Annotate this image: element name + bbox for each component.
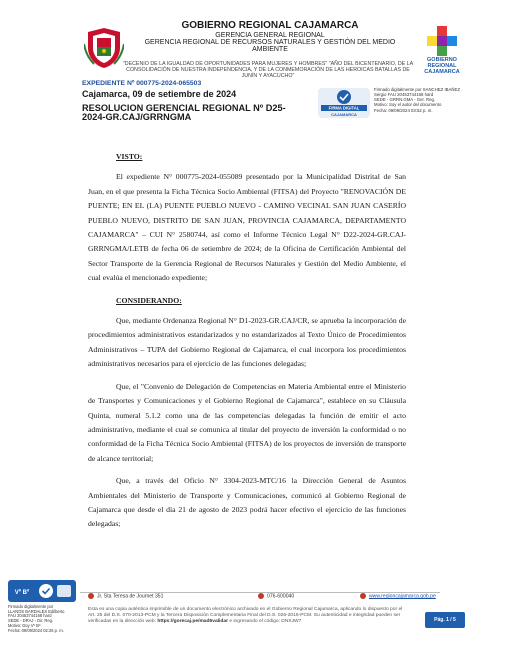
address-text: Jr. Sta Teresa de Journet 351 <box>97 593 164 600</box>
brand-logo <box>416 24 468 76</box>
signature-line: Firmado digitalmente por SANCHEZ IBAÑEZ <box>374 87 460 92</box>
pinwheel-logo-icon <box>427 26 457 56</box>
org-department: GERENCIA REGIONAL DE RECURSOS NATURALES Y GESTIÓN DEL MEDIO AMBIENTE <box>144 38 396 54</box>
document-body <box>88 150 406 540</box>
website-link[interactable]: www.regioncajamarca.gob.pe <box>369 593 436 600</box>
verification-url[interactable]: https://gorecaj.pe/mad5validar <box>157 618 228 624</box>
footer-address <box>88 593 163 599</box>
visto-paragraph: El expediente N° 000775-2024-055089 presentado por la Municipalidad Distrital de San Juan, en el que presenta la Ficha Técnica Socio Ambiental (FITSA) del Proyecto "RENOVACIÓN DE PUENTE; EN EL (LA) PUENTE PUEBLO NUEVO - CAMINO VECINAL SAN JUAN CASERÍO PUEBLO NUEVO, DISTRITO DE SAN JUAN, PROVINCIA CAJAMARCA, DEPARTAMENTO CAJAMARCA" – CUI N° 2580744, así como el Informe Técnico Legal N° D22-2024-GR.CAJ-GRRNGMA/LETB de fecha 06 de setiembre de 2024; de la Oficina de Certificación Ambiental del Sector Transporte de la Gerencia Regional de Recursos Naturales y Gestión del Medio Ambiente, el cual evalúa el mencionado expediente; <box>88 172 406 283</box>
phone-icon <box>258 593 264 599</box>
document-header <box>0 0 505 150</box>
signature-line: SEDE - GRRN.GMA - Ger. Reg. <box>374 97 436 103</box>
footer-signature-details <box>8 605 78 633</box>
resolution-title: RESOLUCION GERENCIAL REGIONAL Nº D25-2024-GR.CAJ/GRRNGMA <box>82 103 286 123</box>
signature-line: Fecha: 09/09/2024 02:26 p. m. <box>8 627 64 633</box>
phone-text: 076-600040 <box>267 593 295 600</box>
signature-line: LLANOS BARDALES Edilberto <box>8 608 65 614</box>
globe-icon <box>360 593 366 599</box>
decenio-notice: "DECENIO DE LA IGUALDAD DE OPORTUNIDADES PARA MUJERES Y HOMBRES" "AÑO DEL BICENTENARIO, DE LA CONSOLIDACIÓN DE NUESTRA INDEPENDENCIA, Y DE LA CONMEMORACIÓN DE LAS HEROICAS BATALLAS DE JUNÍN Y AYACUCHO" <box>122 61 414 80</box>
document-date: Cajamarca, 09 de setiembre de 2024 <box>82 89 237 99</box>
considerando-paragraph: Que, mediante Ordenanza Regional N° D1-2023-GR.CAJ/CR, se aprueba la incorporación de procedimientos administrativos estandarizados y no estandarizados al Texto Único de Procedimientos Administrativos – TUPA del Gobierno Regional de Cajamarca, el cual incorpora los procedimientos administrativos necesarios para el ejercicio de las funciones delegadas; <box>88 316 406 369</box>
badge-label: FIRMA DIGITAL <box>328 105 360 111</box>
digital-signature-badge <box>318 88 370 118</box>
brand-logo-text: GOBIERNO REGIONAL CAJAMARCA <box>424 57 460 76</box>
org-subunit: GERENCIA GENERAL REGIONAL <box>215 31 325 39</box>
signature-line: SEDE - DRAJ - Dir. Reg. <box>8 618 54 624</box>
organization-block <box>140 21 400 54</box>
org-name: GOBIERNO REGIONAL CAJAMARCA <box>181 20 359 31</box>
verification-code: e ingresando el código: DNXJW7 <box>229 618 302 624</box>
legal-text: Esta es una copia auténtica imprimible de un documento electrónico archivado en el Gobierno Regional Cajamarca, aplicando lo dispuesto por el Art. 25 del D.S. 070-2013-PCM y la Tercera Disposición Complementaria Final del D.S. 026-2016-PCM. Su autenticidad e integridad pueden ser verificadas en la dirección web: <box>88 607 403 624</box>
considerando-paragraph: Que, a través del Oficio N° 3304-2023-MTC/16 la Dirección General de Asuntos Ambientales del Ministerio de Transporte y Comunicaciones, comunicó al Gobierno Regional de Cajamarca que desde el día 21 de agosto de 2023 podrá hacer efectivo el ejercicio de las funciones delegadas; <box>88 476 406 529</box>
badge-org: CAJAMARCA <box>331 112 357 117</box>
visto-bueno-badge <box>8 580 76 602</box>
signature-line: Fecha: 09/09/2024 03:52 p. m. <box>374 107 433 113</box>
signature-line: Motivo: Doy Vº Bº <box>8 622 41 628</box>
vobo-label: Vº Bº <box>14 590 30 596</box>
location-icon <box>88 593 94 599</box>
considerando-heading: CONSIDERANDO: <box>116 295 182 305</box>
footer-website[interactable] <box>360 593 436 599</box>
expediente-number: EXPEDIENTE Nº 000775-2024-065503 <box>82 80 202 87</box>
signature-line: Firmado digitalmente por <box>8 604 54 609</box>
signature-line: Sergio FAU 20453744168 hard <box>374 92 434 98</box>
footer-phone <box>258 593 294 599</box>
visto-heading: VISTO: <box>116 152 143 161</box>
page-indicator: Pág. 1 / 5 <box>425 612 465 628</box>
authenticity-notice <box>88 607 408 625</box>
signature-line: FAU 20453744168 hard <box>8 613 52 619</box>
digital-signature-block <box>318 86 503 126</box>
considerando-paragraph: Que, el "Convenio de Delegación de Competencias en Materia Ambiental entre el Ministerio de Transportes y Comunicaciones y el Gobierno Regional de Cajamarca", establece en su Cláusula Quinta, numeral 5.1.2 como una de las competencias delegadas la función de emitir el acto administrativo, mediante el cual se comunica al titular del proyecto de inversión la conformidad o no conformidad de la Ficha Técnica Socio Ambiental (FITSA) de los proyectos de inversión de transporte de alcance territorial; <box>88 381 406 463</box>
signature-line: Motivo: Soy el autor del documento <box>374 102 442 108</box>
signature-details <box>374 87 460 113</box>
